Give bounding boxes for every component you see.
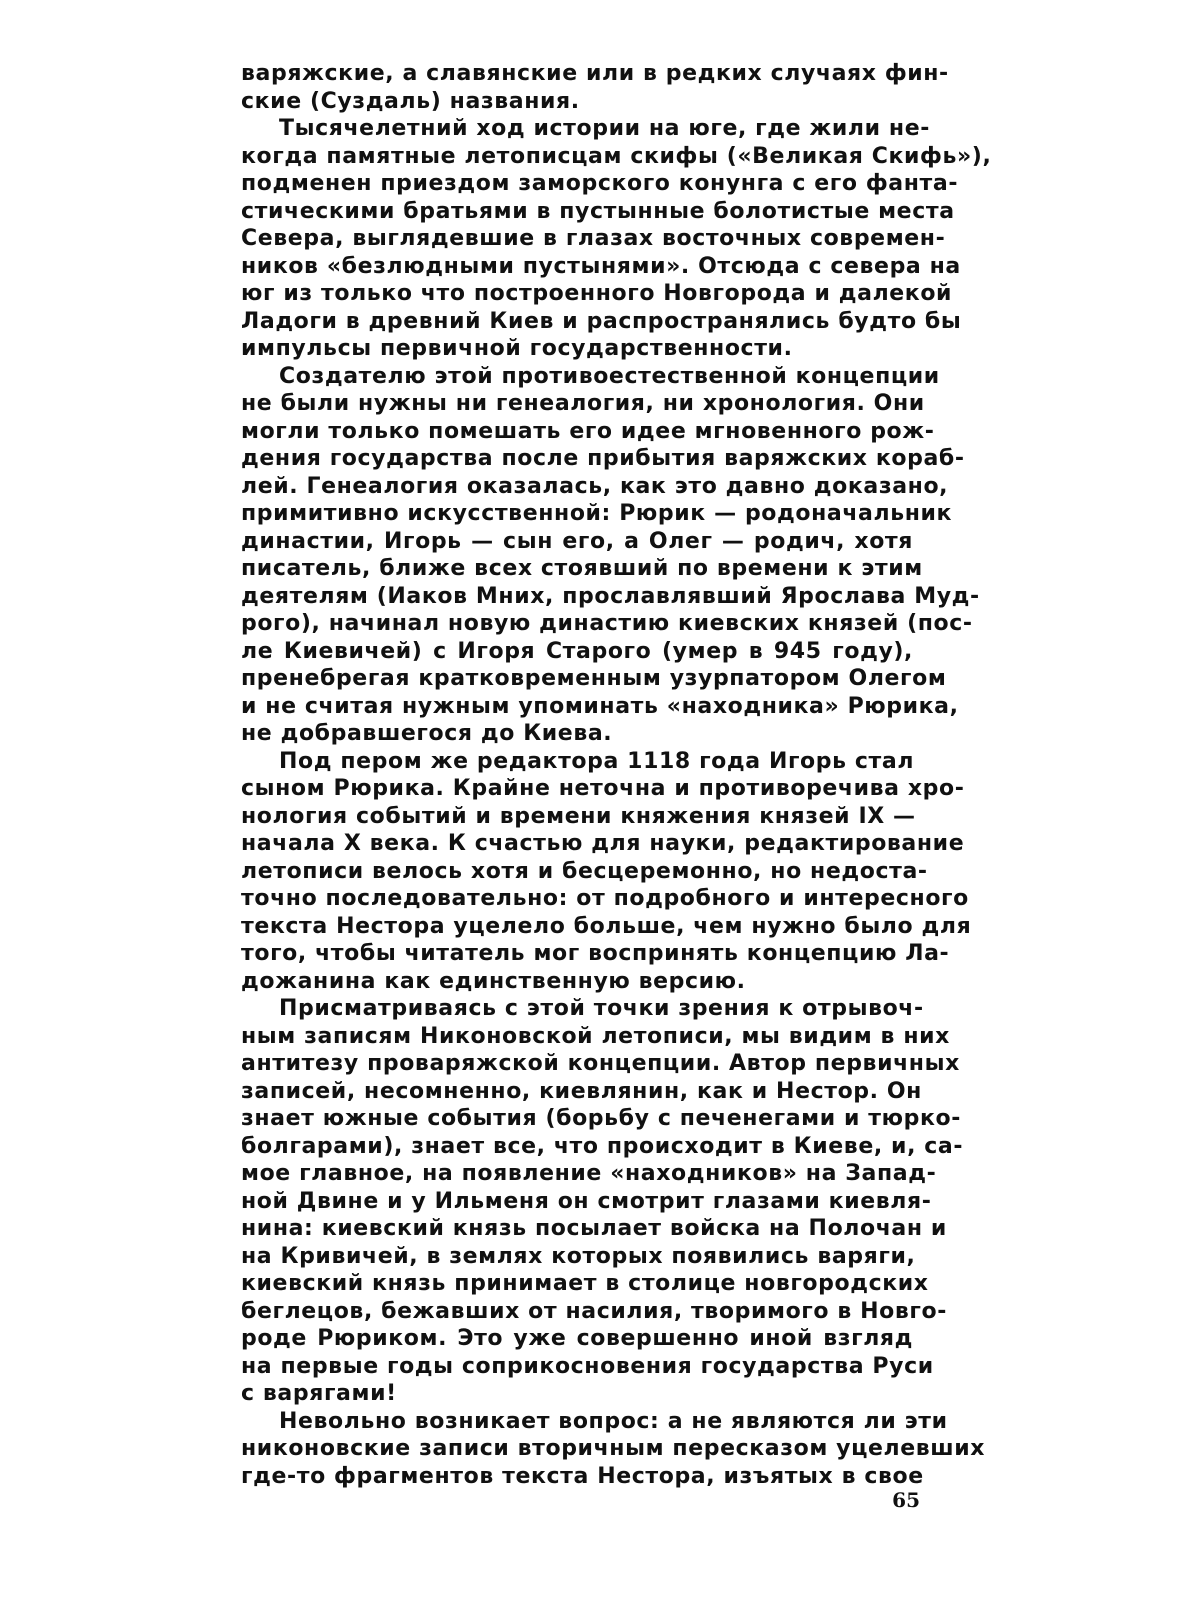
- text-line: Под пером же редактора 1118 года Игорь стал: [279, 748, 915, 774]
- text-line: юг из только что построенного Новгорода и далекой: [241, 281, 953, 306]
- text-line: ников «безлюдными пустынями». Отсюда с севера на: [241, 253, 961, 279]
- text-line: варяжские, а славянские или в редких случаях фин-: [241, 61, 949, 86]
- text-line: не добравшегося до Киева.: [241, 721, 613, 746]
- text-line: лей. Генеалогия оказалась, как это давно доказано,: [241, 473, 949, 499]
- text-line: писатель, ближе всех стоявший по времени к этим: [241, 556, 923, 581]
- text-line: с варягами!: [241, 1381, 397, 1406]
- text-line: того, чтобы читатель мог воспринять концепцию Ла-: [241, 941, 950, 966]
- page-number: 65: [892, 1488, 920, 1512]
- text-line: могли только помешать его идее мгновенного рож-: [241, 418, 935, 444]
- text-line: болгарами), знает все, что происходит в Киеве, и, са-: [241, 1133, 964, 1159]
- text-line: киевский князь принимает в столице новгородских: [241, 1271, 929, 1296]
- text-line: подменен приездом заморского конунга с его фанта-: [241, 171, 959, 196]
- text-line: Присматриваясь с этой точки зрения к отрывоч-: [279, 996, 924, 1021]
- text-line: записей, несомненно, киевлянин, как и Нестор. Он: [241, 1078, 922, 1104]
- text-line: пренебрегая кратковременным узурпатором Олегом: [241, 666, 947, 691]
- text-line: импульсы первичной государственности.: [241, 336, 793, 361]
- text-line: Севера, выглядевшие в глазах восточных современ-: [241, 226, 946, 251]
- text-line: антитезу проваряжской концепции. Автор первичных: [241, 1051, 960, 1076]
- text-line: никоновские записи вторичным пересказом уцелевших: [241, 1436, 986, 1461]
- paragraph: [241, 363, 980, 748]
- text-line: на Кривичей, в землях которых появились варяги,: [241, 1243, 916, 1269]
- text-line: нина: киевский князь посылает войска на Полочан и: [241, 1216, 947, 1241]
- paragraph: [241, 995, 964, 1408]
- text-line: где-то фрагментов текста Нестора, изъятых в свое: [241, 1463, 924, 1489]
- text-line: нология событий и времени княжения князей IX —: [241, 803, 916, 829]
- text-line: беглецов, бежавших от насилия, творимого в Новго-: [241, 1298, 947, 1324]
- text-line: деятелям (Иаков Мних, прославлявший Ярослава Муд-: [241, 583, 980, 609]
- text-line: знает южные события (борьбу с печенегами и тюрко-: [241, 1106, 961, 1131]
- text-line: текста Нестора уцелело больше, чем нужно было для: [241, 913, 972, 939]
- text-line: ские (Суздаль) названия.: [241, 88, 580, 114]
- text-line: и не считая нужным упоминать «находника» Рюрика,: [241, 693, 959, 719]
- text-line: Ладоги в древний Киев и распространялись будто бы: [241, 308, 962, 334]
- body-text: [241, 60, 992, 1490]
- text-line: Невольно возникает вопрос: а не являются ли эти: [279, 1408, 948, 1434]
- text-line: летописи велось хотя и бесцеремонно, но недоста-: [241, 858, 928, 884]
- paragraph: [241, 1408, 986, 1491]
- paragraph: [241, 748, 972, 996]
- text-line: дожанина как единственную версию.: [241, 968, 746, 994]
- text-line: примитивно искусственной: Рюрик — родоначальник: [241, 501, 953, 526]
- text-line: начала X века. К счастью для науки, редактирование: [241, 831, 965, 856]
- text-line: сыном Рюрика. Крайне неточна и противоречива хро-: [241, 776, 965, 801]
- text-line: Тысячелетний ход истории на юге, где жили не-: [279, 116, 930, 141]
- paragraph: [241, 60, 949, 115]
- text-line: рого), начинал новую династию киевских князей (пос-: [241, 611, 973, 636]
- text-line: династии, Игорь — сын его, а Олег — родич, хотя: [241, 528, 913, 554]
- text-line: ным записям Никоновской летописи, мы видим в них: [241, 1023, 950, 1049]
- text-line: не были нужны ни генеалогия, ни хронология. Они: [241, 391, 925, 416]
- text-line: Создателю этой противоестественной концепции: [279, 363, 940, 389]
- text-line: ле Киевичей) с Игоря Старого (умер в 945 году),: [241, 638, 913, 664]
- text-line: точно последовательно: от подробного и интересного: [241, 886, 969, 911]
- text-line: ной Двине и у Ильменя он смотрит глазами киевля-: [241, 1188, 932, 1214]
- text-line: мое главное, на появление «находников» на Запад-: [241, 1161, 937, 1186]
- text-line: роде Рюриком. Это уже совершенно иной взгляд: [241, 1326, 913, 1351]
- text-line: стическими братьями в пустынные болотистые места: [241, 198, 955, 224]
- text-line: на первые годы соприкосновения государства Руси: [241, 1353, 934, 1379]
- text-line: когда памятные летописцам скифы («Великая Скифь»),: [241, 143, 992, 169]
- text-line: дения государства после прибытия варяжских кораб-: [241, 446, 965, 471]
- paragraph: [241, 115, 992, 363]
